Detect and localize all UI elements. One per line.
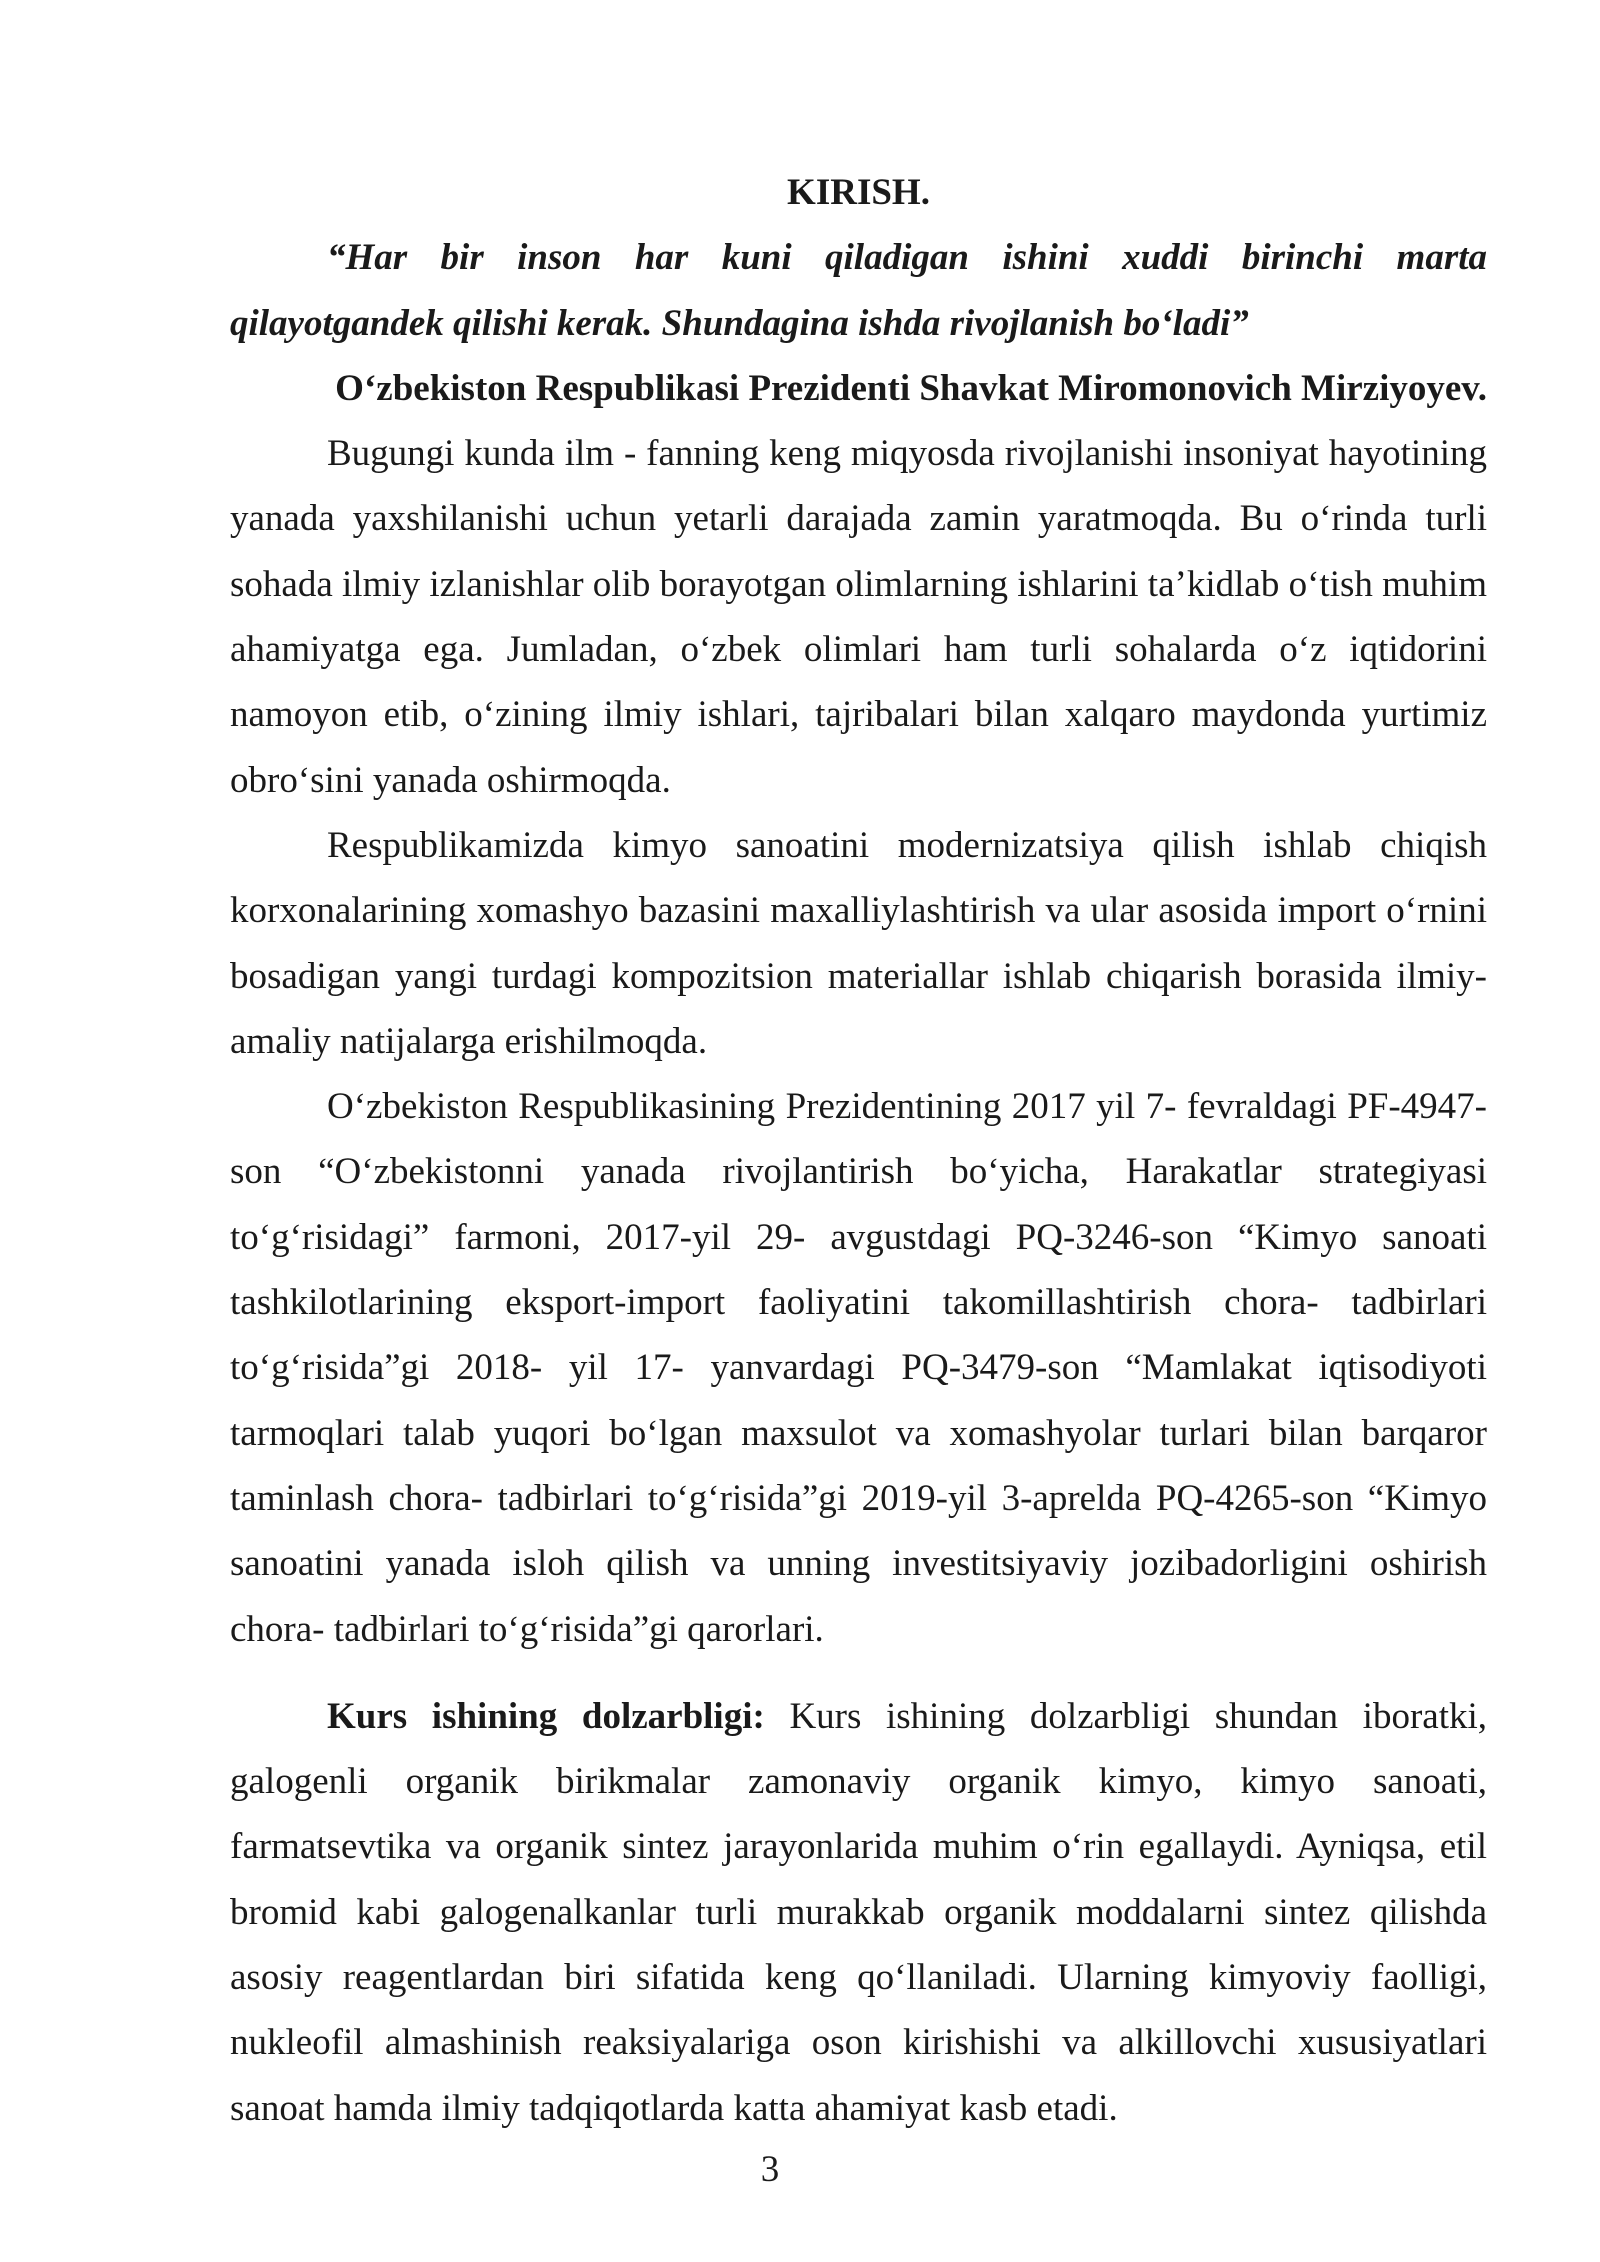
- body-paragraph-2: Respublikamizda kimyo sanoatini modernizatsiya qilish ishlab chiqish korxonalarining xomashyo bazasini maxalliylashtirish va ular asosida import o‘rnini bosadigan yangi turdagi kompozitsion materiallar ishlab chiqarish borasida ilmiy-amaliy natijalarga erishilmoqda.: [230, 824, 1487, 1062]
- epigraph-attribution: O‘zbekiston Respublikasi Prezidenti Shavkat Miromonovich Mirziyoyev.: [335, 367, 1487, 409]
- relevance-text: Kurs ishining dolzarbligi shundan iboratki, galogenli organik birikmalar zamonaviy organik kimyo, kimyo sanoati, farmatsevtika va organik sintez jarayonlarida muhim o‘rin egallaydi. Ayniqsa, etil bromid kabi galogenalkanlar turli murakkab organik moddalarni sintez qilishda asosiy reagentlardan biri sifatida keng qo‘llaniladi. Ularning kimyoviy faolligi, nukleofil almashinish reaksiyalariga oson kirishishi va alkillovchi xususiyatlari sanoat hamda ilmiy tadqiqotlarda katta ahamiyat kasb etadi.: [230, 1695, 1488, 2129]
- body-paragraph-3: O‘zbekiston Respublikasining Prezidentining 2017 yil 7- fevraldagi PF-4947-son “O‘zbekistonni yanada rivojlantirish bo‘yicha, Harakatlar strategiyasi to‘g‘risidagi” farmoni, 2017-yil 29- avgustdagi PQ-3246-son “Kimyo sanoati tashkilotlarining eksport-import faoliyatini takomillashtirish chora- tadbirlari to‘g‘risida”gi 2018- yil 17- yanvardagi PQ-3479-son “Mamlakat iqtisodiyoti tarmoqlari talab yuqori bo‘lgan maxsulot va xomashyolar turlari bilan barqaror taminlash chora- tadbirlari to‘g‘risida”gi 2019-yil 3-aprelda PQ-4265-son “Kimyo sanoatini yanada isloh qilish va unning investitsiyaviy jozibadorligini oshirish chora- tadbirlari to‘g‘risida”gi qarorlari.: [230, 1086, 1487, 1650]
- epigraph-quote: “Har bir inson har kuni qiladigan ishini xuddi birinchi marta qilayotgandek qilishi kerak. Shundagina ishda rivojlanish bo‘ladi”: [230, 237, 1487, 344]
- body-paragraph-1: Bugungi kunda ilm - fanning keng miqyosda rivojlanishi insoniyat hayotining yanada yaxshilanishi uchun yetarli darajada zamin yaratmoqda. Bu o‘rinda turli sohada ilmiy izlanishlar olib borayotgan olimlarning ishlarini ta’kidlab o‘tish muhim ahamiyatga ega. Jumladan, o‘zbek olimlari ham turli sohalarda o‘z iqtidorini namoyon etib, o‘zining ilmiy ishlari, tajribalari bilan xalqaro maydonda yurtimiz obro‘sini yanada oshirmoqda.: [230, 433, 1487, 801]
- relevance-heading: Kurs ishining dolzarbligi:: [327, 1695, 765, 1737]
- page-title: KIRISH.: [787, 172, 930, 213]
- relevance-paragraph: [230, 1684, 1487, 2141]
- page-content: [230, 160, 1487, 2141]
- page-number: 3: [760, 2149, 780, 2190]
- paragraph-spacer: [230, 1662, 1487, 1684]
